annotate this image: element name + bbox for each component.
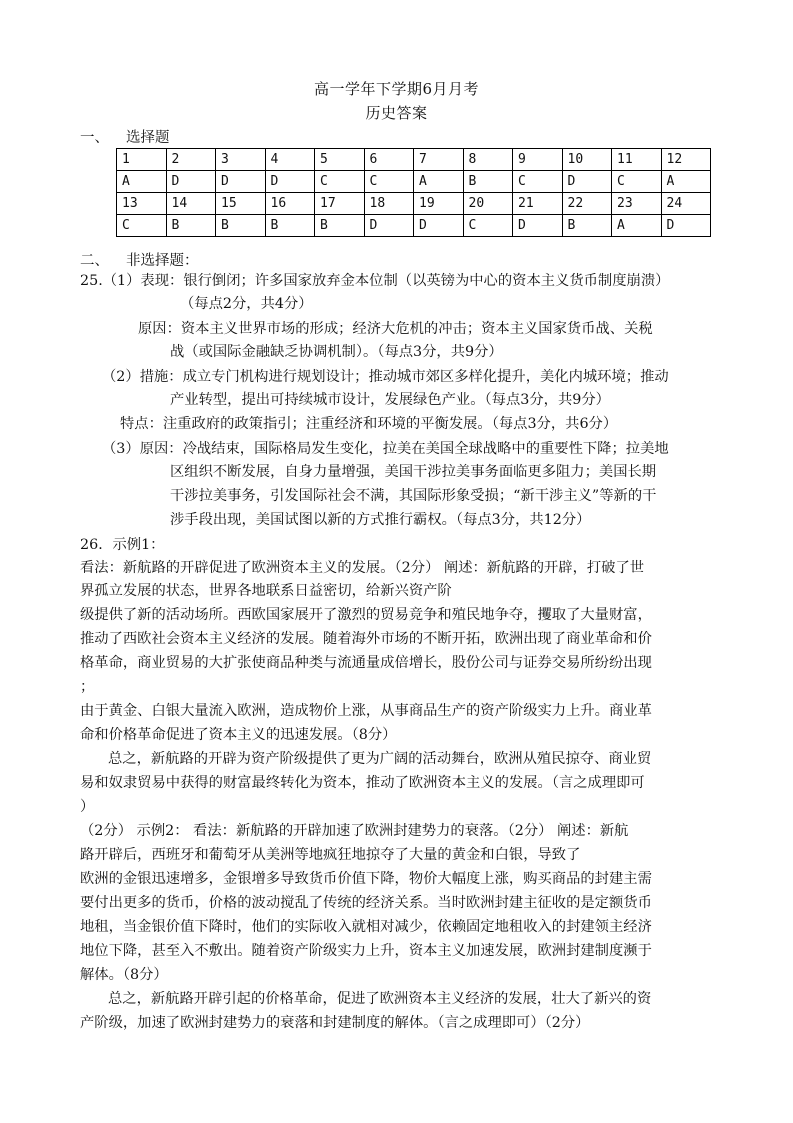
q26-line: 由于黄金、白银大量流入欧洲，造成物价上涨，从事商品生产的资产阶级实力上升。商业革 bbox=[80, 703, 652, 719]
q25-line: 产业转型，提出可持续城市设计，发展绿色产业。（每点3分，共9分） bbox=[170, 392, 610, 408]
q26-line: 要付出更多的货币，价格的波动搅乱了传统的经济关系。当时欧洲封建主征收的是定额货币 bbox=[80, 895, 652, 911]
q26-line: 总之，新航路的开辟为资产阶级提供了更为广阔的活动舞台，欧洲从殖民掠夺、商业贸 bbox=[108, 751, 652, 767]
section-two-heading: 非选择题： bbox=[126, 253, 199, 269]
q26-line: 26．示例1： bbox=[80, 537, 165, 553]
q26-line: 级提供了新的活动场所。西欧国家展开了激烈的贸易竞争和殖民地争夺，攫取了大量财富， bbox=[80, 607, 652, 623]
q26-line: 产阶级，加速了欧洲封建势力的衰落和封建制度的解体。（言之成理即可）（2分） bbox=[80, 1015, 590, 1031]
q25-line: 区组织不断发展，自身力量增强，美国干涉拉美事务面临更多阻力；美国长期 bbox=[170, 464, 657, 480]
q25-line: （3）原因：冷战结束，国际格局发生变化，拉美在美国全球战略中的重要性下降；拉美地 bbox=[102, 441, 669, 457]
q26-line: 命和价格革命促进了资本主义的迅速发展。（8分） bbox=[80, 727, 397, 743]
exam-subtitle: 历史答案 bbox=[365, 104, 428, 122]
table-row: A D D D C C A B C D C A bbox=[117, 171, 711, 193]
q26-line: 格革命，商业贸易的大扩张使商品种类与流通量成倍增长，股份公司与证券交易所纷纷出现 bbox=[80, 655, 652, 671]
table-row: C B B B B D D C D B A D bbox=[117, 215, 711, 237]
q25-line: 原因：资本主义世界市场的形成；经济大危机的冲击；资本主义国家货币战、关税 bbox=[138, 321, 653, 337]
q25-line: 特点：注重政府的政策指引；注重经济和环境的平衡发展。（每点3分，共6分） bbox=[120, 416, 618, 432]
q26-line: （2分） 示例2： 看法：新航路的开辟加速了欧洲封建势力的衰落。（2分） 阐述：新航 bbox=[80, 823, 629, 839]
q26-line: 欧洲的金银迅速增多，金银增多导致货币价值下降，物价大幅度上涨，购买商品的封建主需 bbox=[80, 871, 652, 887]
q25-line: 干涉拉美事务，引发国际社会不满，其国际形象受损；“新干涉主义”等新的干 bbox=[170, 488, 657, 504]
q25-line: （每点2分，共4分） bbox=[180, 296, 313, 312]
q26-line: ； bbox=[80, 679, 95, 695]
q26-line: 看法：新航路的开辟促进了欧洲资本主义的发展。（2分） 阐述：新航路的开辟，打破了世 bbox=[80, 560, 645, 576]
q26-line: 地位下降，甚至入不敷出。随着资产阶级实力上升，资本主义加速发展，欧洲封建制度濒于 bbox=[80, 943, 652, 959]
q26-line: ） bbox=[80, 799, 95, 815]
table-row: 1 2 3 4 5 6 7 8 9 10 11 12 bbox=[117, 149, 711, 171]
q26-line: 解体。（8分） bbox=[80, 967, 168, 983]
section-two-number: 二、 bbox=[80, 253, 109, 269]
q26-line: 界孤立发展的状态，世界各地联系日益密切，给新兴资产阶 bbox=[80, 583, 452, 599]
q25-line: （2）措施：成立专门机构进行规划设计；推动城市郊区多样化提升，美化内城环境；推动 bbox=[102, 369, 669, 385]
q26-line: 地租，当金银价值下降时，他们的实际收入就相对减少，依赖固定地租收入的封建领主经济 bbox=[80, 919, 652, 935]
answer-table bbox=[116, 148, 711, 237]
q26-line: 易和奴隶贸易中获得的财富最终转化为资本，推动了欧洲资本主义的发展。（言之成理即可 bbox=[80, 775, 645, 791]
section-one-number: 一、 bbox=[80, 130, 109, 146]
q25-line: 涉手段出现，美国试图以新的方式推行霸权。（每点3分，共12分） bbox=[170, 512, 591, 528]
exam-title: 高一学年下学期6月月考 bbox=[313, 80, 480, 98]
q25-line: 战（或国际金融缺乏协调机制）。（每点3分，共9分） bbox=[170, 344, 503, 360]
q26-line: 推动了西欧社会资本主义经济的发展。随着海外市场的不断开拓，欧洲出现了商业革命和价 bbox=[80, 631, 652, 647]
table-row: 13 14 15 16 17 18 19 20 21 22 23 24 bbox=[117, 193, 711, 215]
section-one-heading: 选择题 bbox=[126, 130, 170, 146]
q26-line: 路开辟后，西班牙和葡萄牙从美洲等地疯狂地掠夺了大量的黄金和白银，导致了 bbox=[80, 847, 581, 863]
q26-line: 总之，新航路开辟引起的价格革命，促进了欧洲资本主义经济的发展，壮大了新兴的资 bbox=[108, 991, 652, 1007]
q25-line: 25.（1）表现：银行倒闭；许多国家放弃金本位制（以英镑为中心的资本主义货币制度崩溃） bbox=[80, 273, 670, 289]
